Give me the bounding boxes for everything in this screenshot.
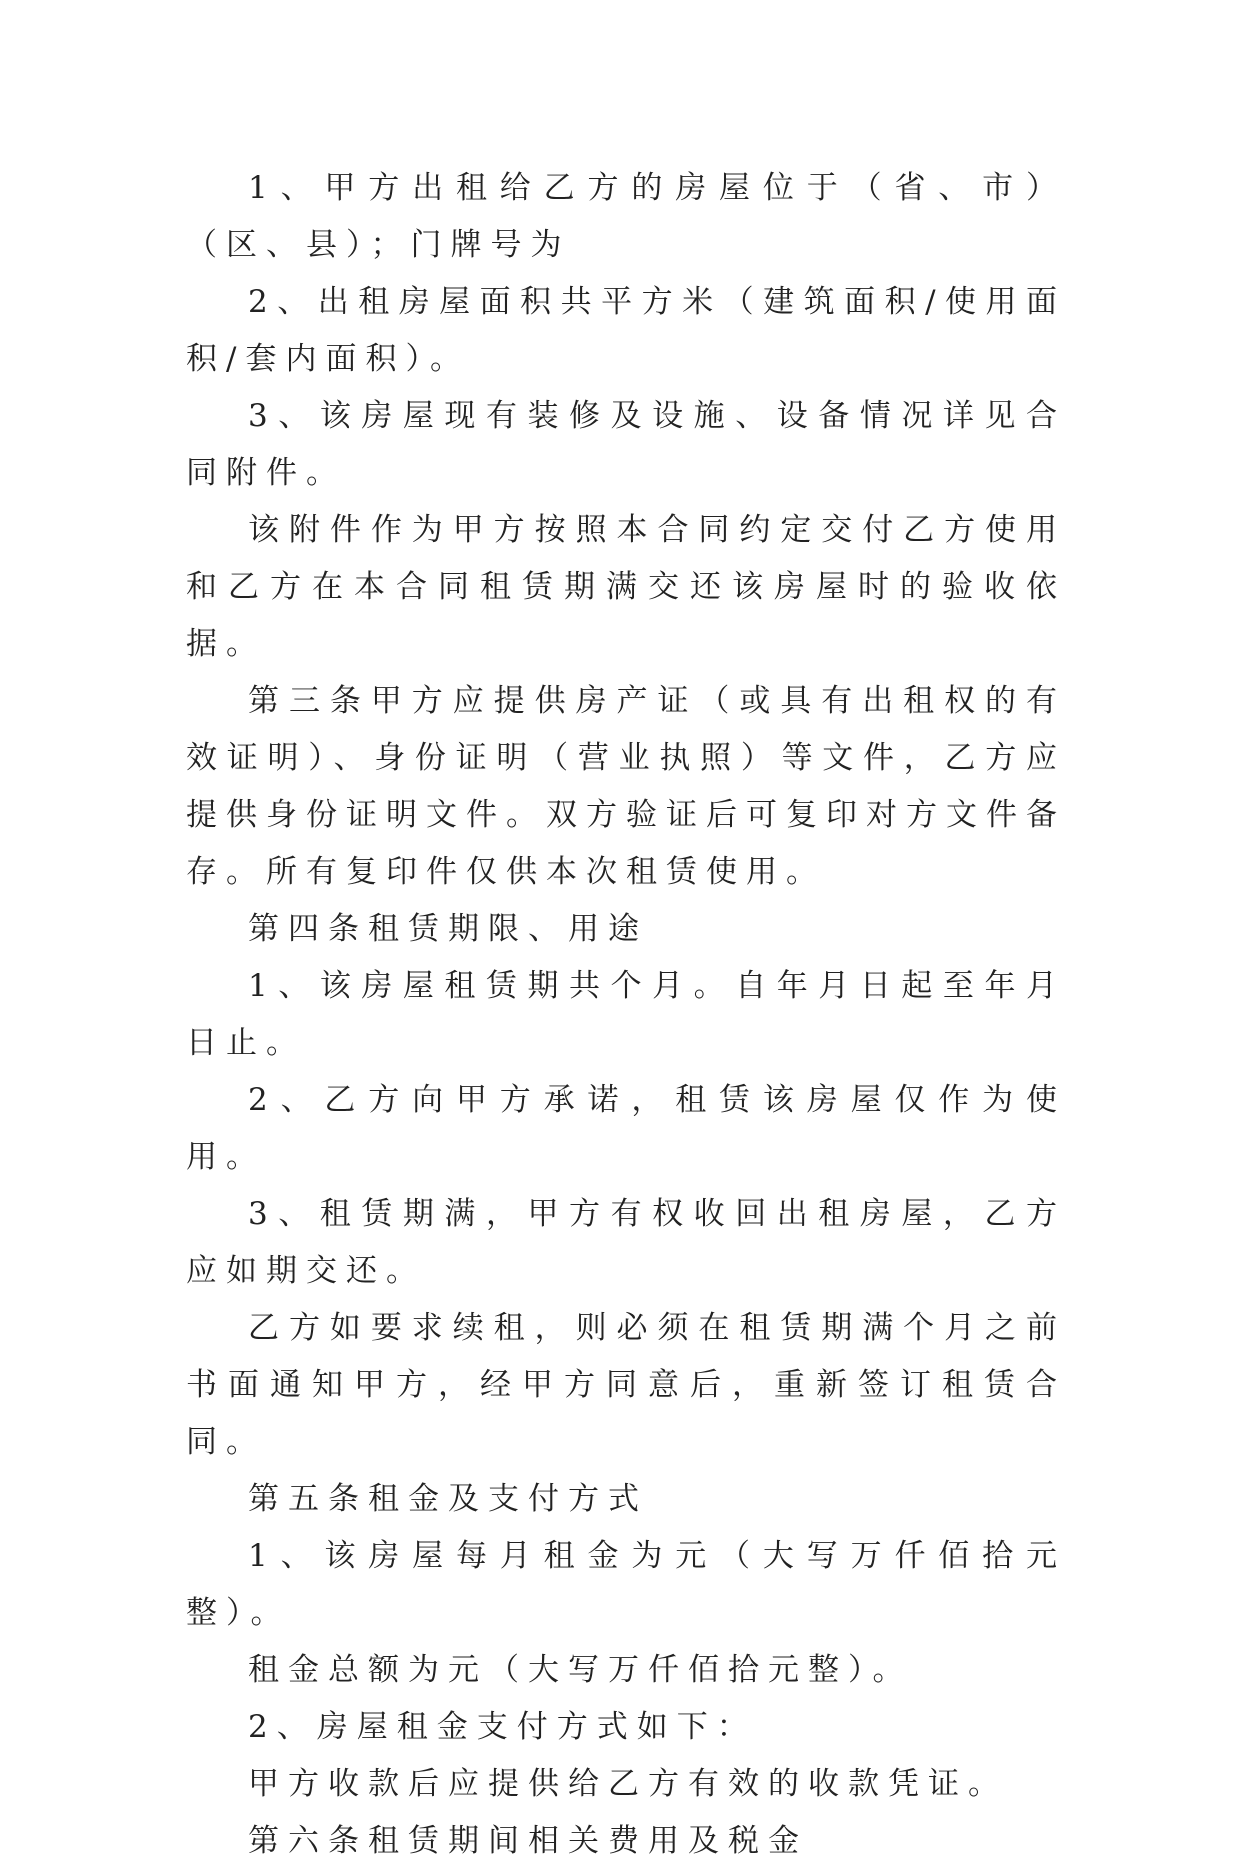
paragraph-4: 该附件作为甲方按照本合同约定交付乙方使用和乙方在本合同租赁期满交还该房屋时的验收依据。: [186, 512, 1066, 662]
paragraph-5: 第三条甲方应提供房产证（或具有出租权的有效证明）、身份证明（营业执照）等文件，乙方应提供身份证明文件。双方验证后可复印对方文件备存。所有复印件仅供本次租赁使用。: [186, 683, 1066, 890]
paragraph-1: 1、甲方出租给乙方的房屋位于（省、市）（区、县）；门牌号为: [186, 170, 1066, 263]
section-heading-6: 第六条租赁期间相关费用及税金: [248, 1823, 808, 1859]
paragraph-2: 2、出租房屋面积共平方米（建筑面积/使用面积/套内面积）。: [186, 284, 1066, 377]
contract-body: [186, 160, 1066, 1870]
paragraph-13: 租金总额为元（大写万仟佰拾元整）。: [248, 1652, 913, 1688]
paragraph-15: 甲方收款后应提供给乙方有效的收款凭证。: [248, 1766, 1008, 1802]
section-heading-4: 第四条租赁期限、用途: [248, 911, 648, 947]
paragraph-7: 1、该房屋租赁期共个月。自年月日起至年月日止。: [186, 968, 1066, 1061]
paragraph-10: 乙方如要求续租，则必须在租赁期满个月之前书面通知甲方，经甲方同意后，重新签订租赁合同。: [186, 1310, 1066, 1460]
paragraph-9: 3、租赁期满，甲方有权收回出租房屋，乙方应如期交还。: [186, 1196, 1066, 1289]
section-heading-5: 第五条租金及支付方式: [248, 1481, 648, 1517]
paragraph-3: 3、该房屋现有装修及设施、设备情况详见合同附件。: [186, 398, 1066, 491]
paragraph-8: 2、乙方向甲方承诺，租赁该房屋仅作为使用。: [186, 1082, 1066, 1175]
paragraph-14: 2、房屋租金支付方式如下：: [248, 1709, 757, 1745]
paragraph-12: 1、该房屋每月租金为元（大写万仟佰拾元整）。: [186, 1538, 1066, 1631]
